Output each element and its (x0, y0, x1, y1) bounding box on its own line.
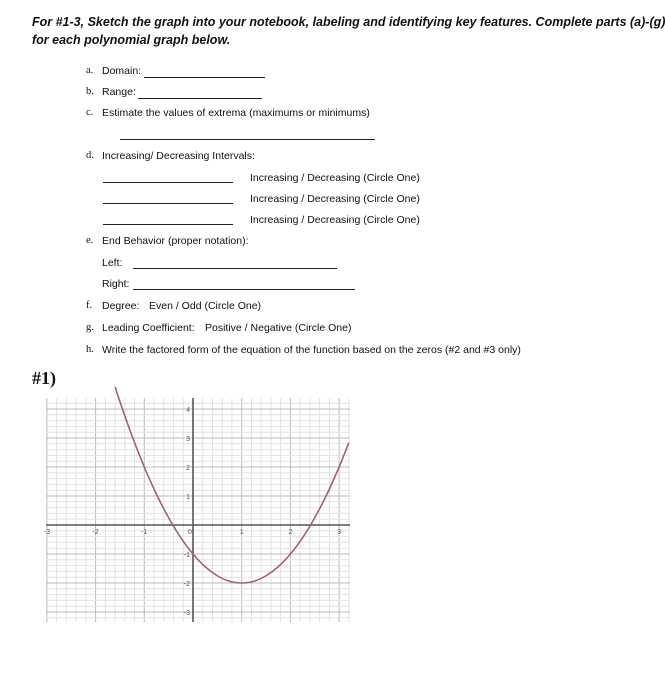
x-tick-label: 2 (288, 529, 293, 536)
polynomial-graph (43, 398, 350, 622)
y-tick-label: 3 (186, 436, 190, 443)
interval-answer-line[interactable] (103, 203, 233, 204)
y-tick-label: 4 (186, 407, 190, 414)
item-e-label: End Behavior (proper notation): (102, 235, 249, 247)
item-f-letter: f. (86, 300, 93, 311)
item-b-letter: b. (86, 86, 94, 97)
end-behavior-left-line[interactable] (133, 268, 337, 269)
item-c-label: Estimate the values of extrema (maximums or minimums) (102, 107, 370, 119)
y-tick-label: 2 (186, 465, 190, 472)
item-h-label: Write the factored form of the equation of the function based on the zeros (#2 and #3 only) (102, 344, 521, 356)
item-a-letter: a. (86, 65, 94, 76)
item-d-letter: d. (86, 150, 94, 161)
x-tick-label: -1 (141, 529, 148, 536)
item-d-label: Increasing/ Decreasing Intervals: (102, 150, 255, 162)
item-g-label: Leading Coefficient: (102, 322, 195, 334)
leading-coefficient-choice[interactable]: Positive / Negative (Circle One) (205, 322, 352, 334)
x-tick-label: 3 (337, 529, 342, 536)
x-tick-label: 0 (188, 529, 192, 536)
range-answer-line[interactable] (138, 98, 262, 99)
item-g-letter: g. (86, 322, 94, 333)
end-behavior-right-line[interactable] (133, 289, 355, 290)
interval-answer-line[interactable] (103, 224, 233, 225)
end-behavior-left-label: Left: (102, 257, 123, 269)
y-tick-label: 1 (186, 494, 190, 501)
y-tick-label: -1 (183, 552, 190, 559)
item-f-label: Degree: (102, 300, 140, 312)
x-tick-label: 1 (239, 529, 244, 536)
item-e-letter: e. (86, 235, 94, 246)
interval-choice[interactable]: Increasing / Decreasing (Circle One) (250, 193, 420, 205)
domain-answer-line[interactable] (144, 77, 265, 78)
y-tick-label: -3 (183, 610, 190, 617)
item-c-letter: c. (86, 107, 94, 118)
item-h-letter: h. (86, 344, 94, 355)
degree-choice[interactable]: Even / Odd (Circle One) (149, 300, 262, 312)
item-a-label: Domain: (102, 65, 142, 77)
instructions-line-2: for each polynomial graph below. (32, 33, 231, 47)
x-tick-label: -2 (92, 529, 99, 536)
x-tick-label: -3 (43, 529, 51, 536)
extrema-answer-line[interactable] (120, 139, 375, 140)
problem-number: #1) (32, 368, 56, 388)
y-tick-label: -2 (183, 581, 190, 588)
item-b-label: Range: (102, 86, 136, 98)
interval-choice[interactable]: Increasing / Decreasing (Circle One) (250, 172, 420, 184)
instructions-line-1: For #1-3, Sketch the graph into your notebook, labeling and identifying key features. Complete parts (a)-(g) (32, 15, 665, 29)
interval-choice[interactable]: Increasing / Decreasing (Circle One) (250, 214, 420, 226)
interval-answer-line[interactable] (103, 182, 233, 183)
end-behavior-right-label: Right: (102, 278, 130, 290)
